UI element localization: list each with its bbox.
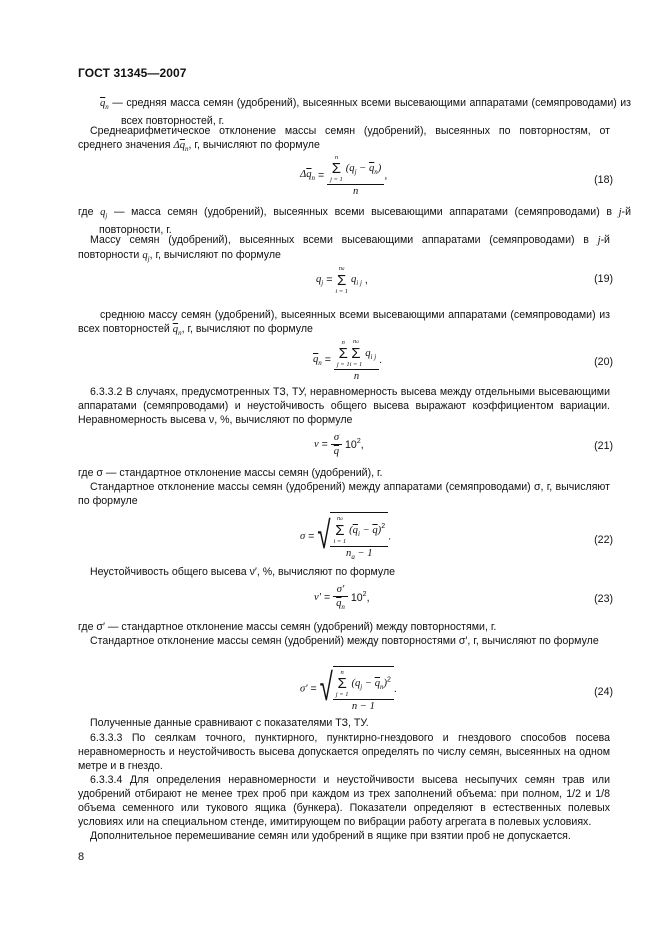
equation-number-24: (24)	[594, 686, 613, 698]
equation-number-23: (23)	[594, 593, 613, 605]
paragraph-average-mass: среднюю массу семян (удобрений), высеянных всеми высевающими аппаратами (семяпроводами) из всех повторностей $\overline{q}_n$, г, вычисляют по формуле	[78, 309, 610, 337]
equation-number-22: (22)	[594, 534, 613, 546]
paragraph-sigma-between-apparatus: Стандартное отклонение массы семян (удобрений) между аппаратами (семяпроводами) σ, г, вычисляют по формуле	[78, 481, 610, 507]
paragraph-6-3-3-4: 6.3.3.4 Для определения неравномерности и неустойчивости высева несыпучих семян трав или удобрений отбирают не менее трех проб при каждом из трех заполнений объема: при полном, 1/2 и 1/8 объема семенного или тукового ящика (бункера). Показатели определяют в естественных полевых условиях или на специальном стенде, имитирующем по вибрации работу агрегата в полевых условиях.	[78, 774, 610, 828]
equation-number-20: (20)	[594, 356, 613, 368]
equation-number-21: (21)	[594, 440, 613, 452]
page-number: 8	[78, 851, 85, 863]
paragraph-instability: Неустойчивость общего высева ν′, %, вычисляют по формуле	[90, 566, 396, 578]
paragraph-6-3-3-3: 6.3.3.3 По сеялкам точного, пунктирного, пунктирно-гнездового и гнездового способов посева неравномерность и неустойчивость высева допускается определять по числу семян, высеянных на одном метре и в гнездо.	[78, 732, 610, 772]
formula-21: ν = $\frac{\sigma}{q}$ $10^2$,	[314, 432, 364, 457]
formula-20: $\overline{q}_n$ = n Σ j = 1 nа Σ i = 1 $q_{i j}$ n .	[313, 338, 383, 382]
paragraph-sigma-definition: где σ — стандартное отклонение массы семян (удобрений), г.	[78, 467, 383, 479]
paragraph-mass-per-repeat: Массу семян (удобрений), высеянных всеми высевающими аппаратами (семяпроводами) в j-й повторности $q_j$, г, вычисляют по формуле	[78, 234, 610, 263]
paragraph-mixing: Дополнительное перемешивание семян или удобрений в ящике при взятии проб не допускается.	[90, 830, 571, 842]
document-header: ГОСТ 31345—2007	[78, 66, 187, 80]
paragraph-mean-mass: $\overline{q}_n$ — средняя масса семян (удобрений), высеянных всеми высевающими аппаратами (семяпроводами) из всех повторностей, г.	[100, 97, 631, 127]
formula-23: ν′ = $\frac{\sigma'}{\overline{q}_n}$ $10^2$,	[314, 584, 370, 611]
paragraph-sigma-prime-definition: где σ′ — стандартное отклонение массы семян (удобрений) между повторностями, г.	[78, 621, 497, 633]
paragraph-6-3-3-2: 6.3.3.2 В случаях, предусмотренных ТЗ, ТУ, неравномерность высева между отдельными высевающими аппаратами (семяпроводами) и неустойчивость общего высева выражают коэффициентом вариации. Неравномерность высева ν, %, вычисляют по формуле	[78, 386, 610, 426]
formula-24: σ′ = √ n Σ j = 1 $(q_j - \overline{q}_n)^2$ n − 1 .	[300, 666, 397, 712]
formula-18: $\Delta\overline{q}_n$ = n Σ j = 1 $(q_j - \overline{q}_n)$ n ,	[300, 154, 388, 197]
equation-number-18: (18)	[594, 174, 613, 186]
formula-22: σ = √ nа Σ i = 1 $(\overline{q}_i - \overline{q})^2$ $n_а - 1$ .	[300, 512, 391, 561]
equation-number-19: (19)	[594, 273, 613, 285]
paragraph-mean-deviation: Среднеарифметическое отклонение массы семян (удобрений), высеянных по повторностям, от среднего значения $\Delta\overline{q}_n$, г, вычисляют по формуле	[78, 125, 610, 153]
formula-19: $q_j$ = nа Σ i = 1 $q_{i j}$ ,	[316, 265, 368, 295]
paragraph-sigma-between-repeats: Стандартное отклонение массы семян (удобрений) между повторностями σ′, г, вычисляют по формуле	[90, 635, 599, 647]
paragraph-qj-definition: где $q_j$ — масса семян (удобрений), высеянных всеми высевающими аппаратами (семяпроводами) в j-й повторности, г.	[78, 206, 631, 236]
paragraph-comparison: Полученные данные сравнивают с показателями ТЗ, ТУ.	[90, 717, 369, 729]
